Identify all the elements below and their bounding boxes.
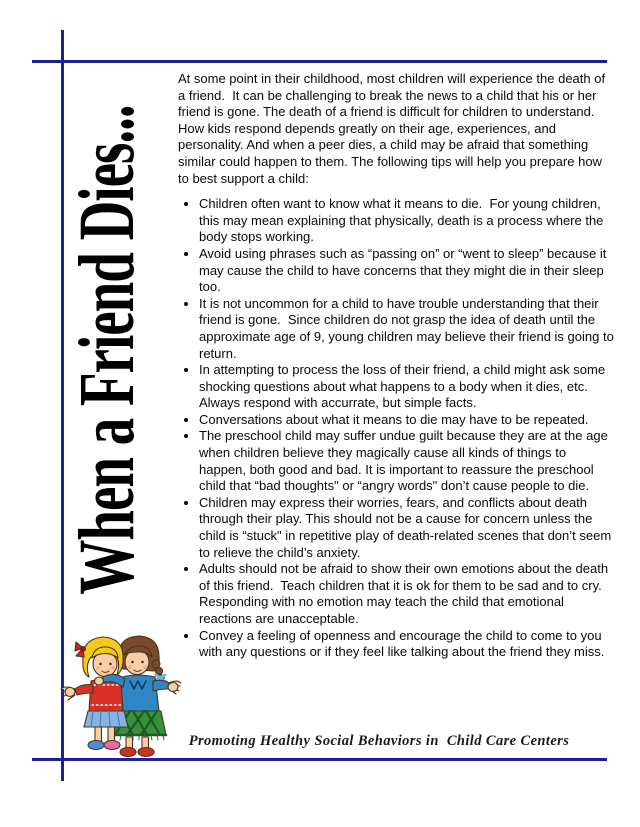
tip-item: • Convey a feeling of openness and encourage the child to come to you with any questions or if they feel like talking about the friend they miss. xyxy=(199,628,614,661)
tips-list xyxy=(178,196,618,661)
tip-item: • The preschool child may suffer undue guilt because they are at the age when children believe they magically cause all kinds of things to happen, both good and bad. It is important to reassure the preschool child that “bad thoughts" or “angry words" don’t cause people to die. xyxy=(199,428,614,494)
intro-paragraph: At some point in their childhood, most children will experience the death of a friend. It can be challenging to break the news to a child that his or her friend is gone. The death of a friend is difficult for children to understand. How kids respond depends greatly on their age, experiences, and personality. And when a peer dies, a child may be afraid that something similar could happen to them. The following tips will help you prepare how to best support a child: xyxy=(178,71,609,186)
tip-item: • Conversations about what it means to die may have to be repeated. xyxy=(199,412,614,429)
body-text-column xyxy=(178,71,618,661)
tip-item: • Children often want to know what it means to die. For young children, this may mean explaining that physically, death is a process where the body stops working. xyxy=(199,196,614,246)
tip-item: • It is not uncommon for a child to have trouble understanding that their friend is gone. Since children do not grasp the idea of death until the approximate age of 9, young children may believe their friend is going to return. xyxy=(199,296,614,362)
top-border-line xyxy=(32,60,607,63)
tip-item: • Avoid using phrases such as “passing on” or “went to sleep” because it may cause the child to have concerns that they might die in their sleep too. xyxy=(199,246,614,296)
page-title: When a Friend Dies... xyxy=(62,105,151,595)
footer-tagline: Promoting Healthy Social Behaviors in Child Care Centers xyxy=(188,733,570,749)
tip-item: • Adults should not be afraid to show their own emotions about the death of this friend. Teach children that it is ok for them to be sad and to cry. Responding with no emotion may teach the child that emotional reactions are unacceptable. xyxy=(199,561,614,627)
tip-item: • Children may express their worries, fears, and conflicts about death through their play. This should not be a cause for concern unless the child is “stuck" in repetitive play of death-related scenes that don’t seem to relieve the child’s anxiety. xyxy=(199,495,614,561)
children-illustration xyxy=(57,631,185,759)
tip-item: • In attempting to process the loss of their friend, a child might ask some shocking questions about what happens to a body when it dies, etc. Always respond with accurrate, but simple facts. xyxy=(199,362,614,412)
